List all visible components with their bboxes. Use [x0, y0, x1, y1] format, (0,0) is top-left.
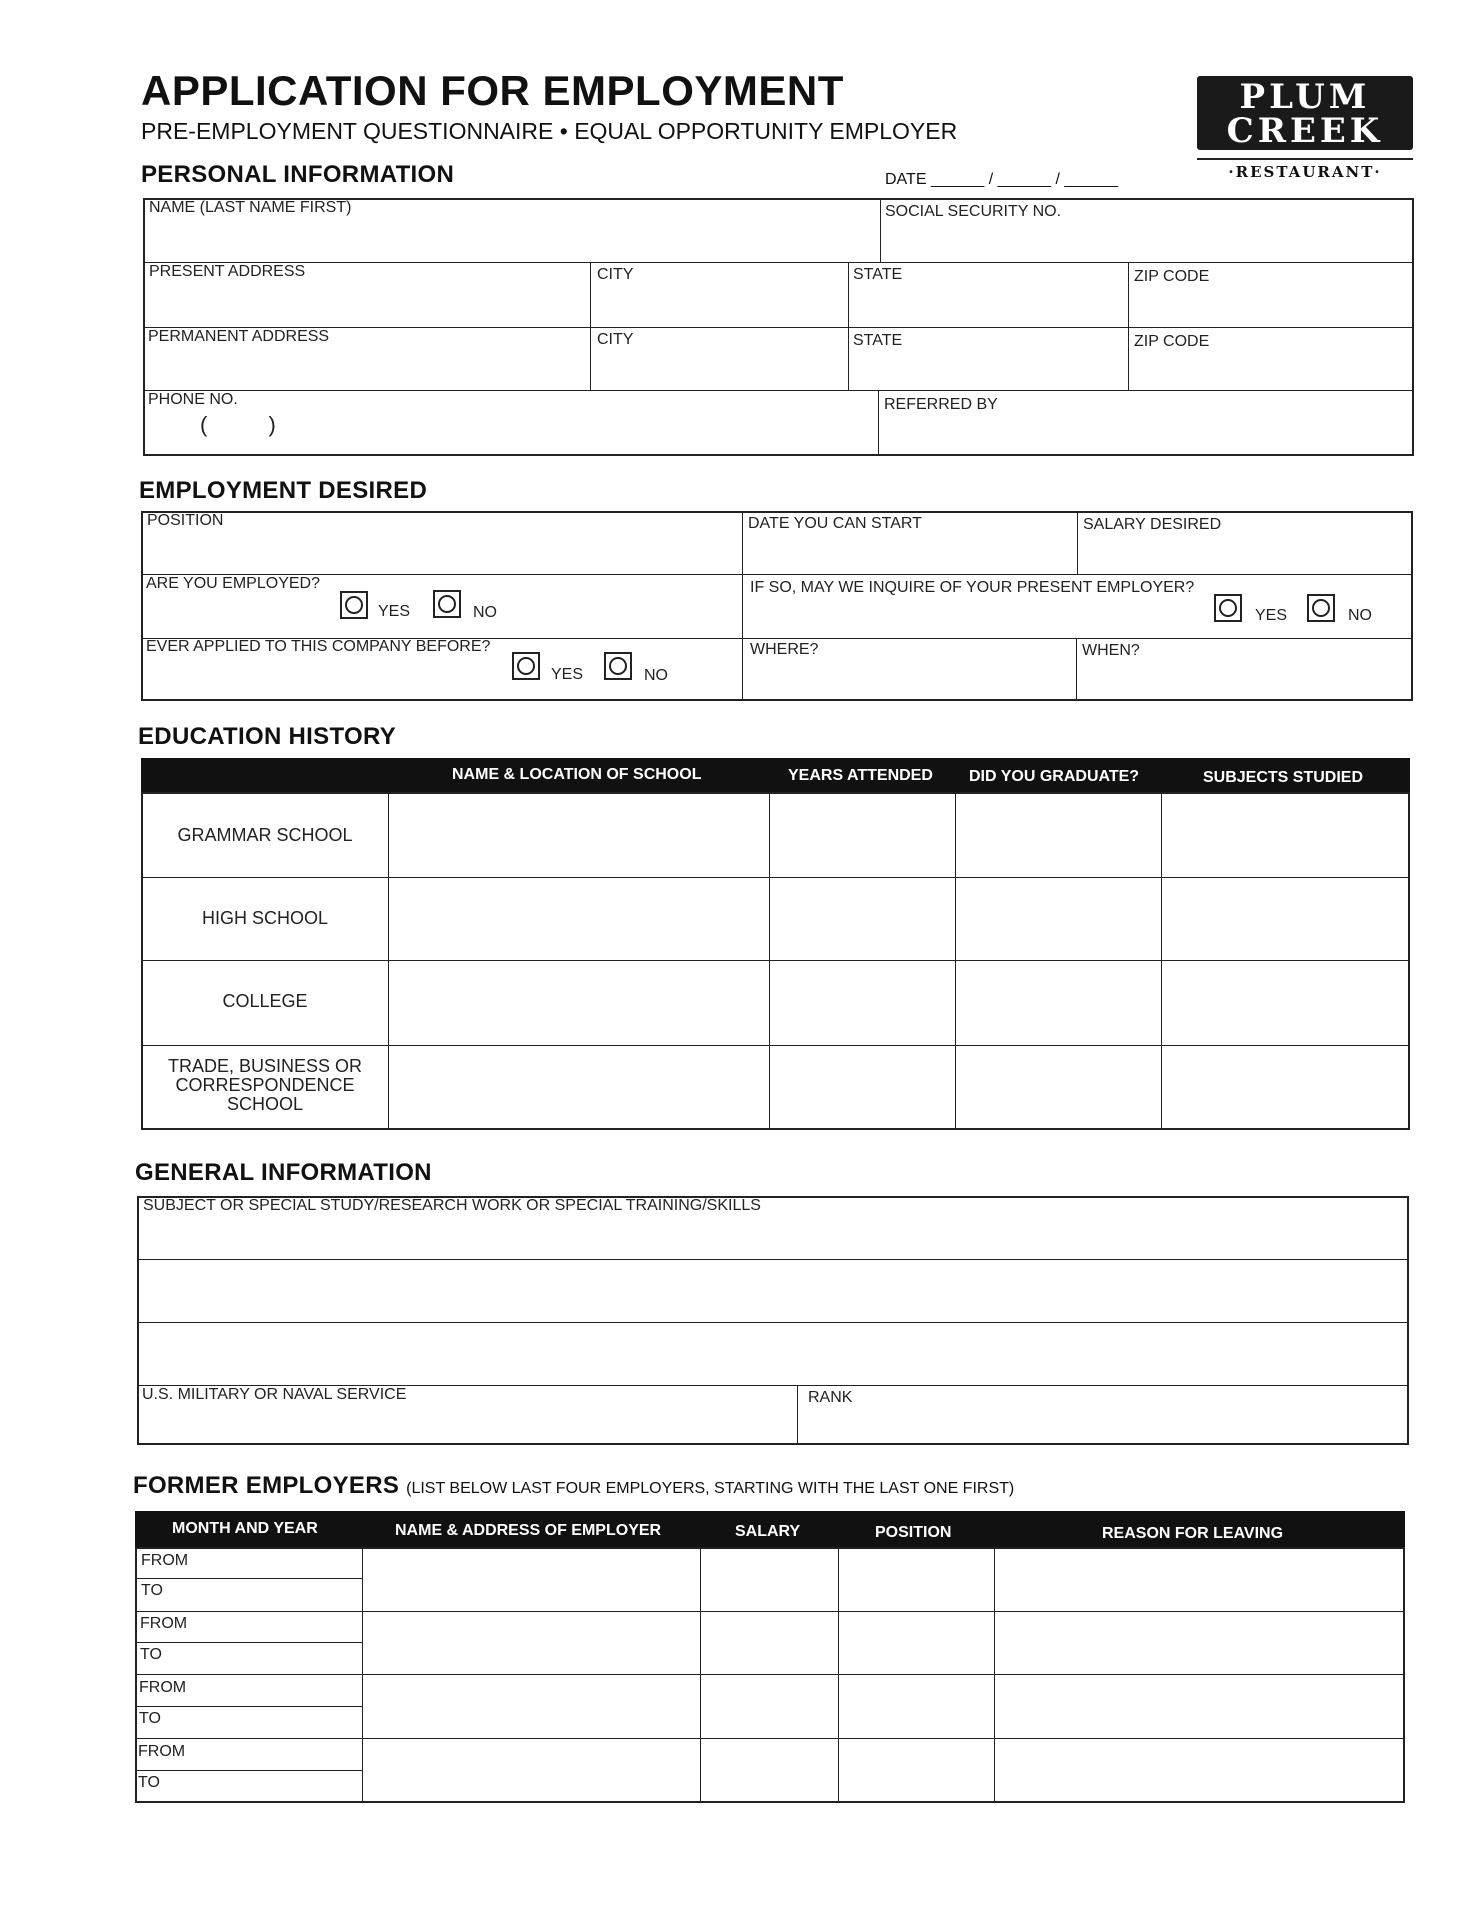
- applied-no-checkbox[interactable]: [604, 652, 632, 680]
- divider: [143, 390, 1414, 391]
- divider: [1128, 262, 1129, 390]
- table-row-divider: [135, 1611, 1405, 1612]
- table-col-divider: [1161, 792, 1162, 1130]
- special-study-field[interactable]: SUBJECT OR SPECIAL STUDY/RESEARCH WORK OR SPECIAL TRAINING/SKILLS: [143, 1197, 761, 1214]
- table-col-divider: [994, 1547, 995, 1803]
- permanent-state-field[interactable]: STATE: [853, 332, 903, 349]
- divider: [137, 1259, 1409, 1260]
- table-row-divider: [141, 1045, 1410, 1046]
- from-to-divider: [135, 1578, 362, 1579]
- employed-no-checkbox[interactable]: [433, 590, 461, 618]
- former-col-month-year: MONTH AND YEAR: [172, 1520, 318, 1537]
- table-col-divider: [769, 792, 770, 1130]
- employed-question: ARE YOU EMPLOYED?: [146, 575, 320, 592]
- referred-by-field[interactable]: REFERRED BY: [884, 396, 998, 413]
- rank-field[interactable]: RANK: [808, 1389, 853, 1406]
- table-col-divider: [362, 1547, 363, 1803]
- former-col-position: POSITION: [875, 1524, 952, 1541]
- ssn-field[interactable]: SOCIAL SECURITY NO.: [885, 203, 1062, 220]
- present-city-field[interactable]: CITY: [597, 266, 634, 283]
- from-to-divider: [135, 1642, 362, 1643]
- table-row-divider: [135, 1674, 1405, 1675]
- inquire-no-checkbox[interactable]: [1307, 594, 1335, 622]
- table-col-divider: [955, 792, 956, 1130]
- table-col-divider: [388, 792, 389, 1130]
- date-field[interactable]: DATE ______ / ______ / ______: [885, 171, 1118, 188]
- personal-heading: PERSONAL INFORMATION: [141, 161, 455, 188]
- applied-before-question: EVER APPLIED TO THIS COMPANY BEFORE?: [146, 638, 491, 655]
- former-col-employer: NAME & ADDRESS OF EMPLOYER: [395, 1522, 662, 1539]
- permanent-zip-field[interactable]: ZIP CODE: [1134, 333, 1210, 350]
- education-row-college: COLLEGE: [222, 991, 308, 1011]
- salary-desired-field[interactable]: SALARY DESIRED: [1083, 516, 1222, 533]
- education-col-years: YEARS ATTENDED: [788, 767, 933, 784]
- special-study-line-2[interactable]: [139, 1261, 1407, 1321]
- employer-2-to[interactable]: TO: [140, 1646, 162, 1663]
- military-service-field[interactable]: U.S. MILITARY OR NAVAL SERVICE: [142, 1386, 407, 1403]
- table-row-divider: [141, 877, 1410, 878]
- where-field[interactable]: WHERE?: [750, 641, 819, 658]
- from-to-divider: [135, 1770, 362, 1771]
- former-employers-table: [135, 1547, 1405, 1803]
- divider: [141, 574, 1413, 575]
- divider: [742, 511, 743, 701]
- logo-word-plum: PLUM: [1239, 77, 1371, 117]
- divider: [1077, 511, 1078, 574]
- special-study-line-3[interactable]: [139, 1324, 1407, 1384]
- employer-1-from[interactable]: FROM: [141, 1552, 189, 1569]
- trade-school-name-cell[interactable]: [390, 1047, 768, 1128]
- general-heading: GENERAL INFORMATION: [135, 1159, 432, 1186]
- from-to-divider: [135, 1706, 362, 1707]
- divider: [797, 1385, 798, 1445]
- logo-block: [1197, 76, 1413, 150]
- employer-2-from[interactable]: FROM: [140, 1615, 188, 1632]
- employer-1-to[interactable]: TO: [141, 1582, 163, 1599]
- employed-yes-label: YES: [378, 603, 411, 620]
- inquire-yes-label: YES: [1255, 607, 1288, 624]
- employer-4-to[interactable]: TO: [138, 1774, 160, 1791]
- education-col-school: NAME & LOCATION OF SCHOOL: [452, 766, 702, 783]
- logo-word-creek: CREEK: [1226, 111, 1384, 151]
- education-col-subjects: SUBJECTS STUDIED: [1203, 769, 1364, 786]
- education-row-trade: TRADE, BUSINESS OR CORRESPONDENCE SCHOOL: [167, 1056, 363, 1114]
- present-address-field[interactable]: PRESENT ADDRESS: [149, 263, 306, 280]
- divider: [878, 390, 879, 456]
- permanent-city-field[interactable]: CITY: [597, 331, 634, 348]
- phone-area-code-parens: ( ): [200, 412, 276, 437]
- form-title: APPLICATION FOR EMPLOYMENT: [141, 67, 844, 114]
- former-employers-note: (LIST BELOW LAST FOUR EMPLOYERS, STARTING WITH THE LAST ONE FIRST): [406, 1480, 1015, 1497]
- employer-3-to[interactable]: TO: [139, 1710, 161, 1727]
- when-field[interactable]: WHEN?: [1082, 642, 1140, 659]
- education-heading: EDUCATION HISTORY: [138, 723, 397, 750]
- table-row-divider: [135, 1738, 1405, 1739]
- divider: [143, 262, 1414, 263]
- employer-4-from[interactable]: FROM: [138, 1743, 186, 1760]
- table-col-divider: [700, 1547, 701, 1803]
- divider: [1076, 638, 1077, 701]
- employment-heading: EMPLOYMENT DESIRED: [139, 477, 428, 504]
- phone-field[interactable]: PHONE NO.: [148, 391, 238, 408]
- education-row-grammar: GRAMMAR SCHOOL: [177, 825, 353, 845]
- employer-3-from[interactable]: FROM: [139, 1679, 187, 1696]
- applied-no-label: NO: [644, 667, 668, 684]
- position-field[interactable]: POSITION: [147, 512, 224, 529]
- permanent-address-field[interactable]: PERMANENT ADDRESS: [148, 328, 330, 345]
- applied-yes-label: YES: [551, 666, 584, 683]
- present-zip-field[interactable]: ZIP CODE: [1134, 268, 1210, 285]
- former-col-reason: REASON FOR LEAVING: [1102, 1525, 1284, 1542]
- inquire-no-label: NO: [1348, 607, 1372, 624]
- education-row-high-school: HIGH SCHOOL: [201, 908, 329, 928]
- high-school-name-cell[interactable]: [390, 879, 768, 959]
- logo-subtitle: ·RESTAURANT·: [1197, 158, 1413, 181]
- former-col-salary: SALARY: [735, 1523, 801, 1540]
- divider: [848, 262, 849, 390]
- college-name-cell[interactable]: [390, 962, 768, 1044]
- table-col-divider: [838, 1547, 839, 1803]
- form-subtitle: PRE-EMPLOYMENT QUESTIONNAIRE • EQUAL OPPORTUNITY EMPLOYER: [141, 118, 958, 144]
- inquire-yes-checkbox[interactable]: [1214, 594, 1242, 622]
- divider: [137, 1322, 1409, 1323]
- former-employers-heading: [133, 1472, 1014, 1500]
- restaurant-logo: [1197, 76, 1413, 182]
- former-employers-title: FORMER EMPLOYERS: [133, 1472, 400, 1499]
- table-row-divider: [141, 960, 1410, 961]
- employed-no-label: NO: [473, 604, 497, 621]
- divider: [143, 327, 1414, 328]
- divider: [590, 262, 591, 390]
- applied-yes-checkbox[interactable]: [512, 652, 540, 680]
- divider: [880, 198, 881, 262]
- inquire-question: IF SO, MAY WE INQUIRE OF YOUR PRESENT EMPLOYER?: [750, 579, 1195, 596]
- present-state-field[interactable]: STATE: [853, 266, 903, 283]
- date-start-field[interactable]: DATE YOU CAN START: [748, 515, 922, 532]
- education-col-graduate: DID YOU GRADUATE?: [969, 768, 1140, 785]
- name-field[interactable]: NAME (LAST NAME FIRST): [149, 199, 352, 216]
- grammar-school-name-cell[interactable]: [390, 795, 768, 876]
- employed-yes-checkbox[interactable]: [340, 591, 368, 619]
